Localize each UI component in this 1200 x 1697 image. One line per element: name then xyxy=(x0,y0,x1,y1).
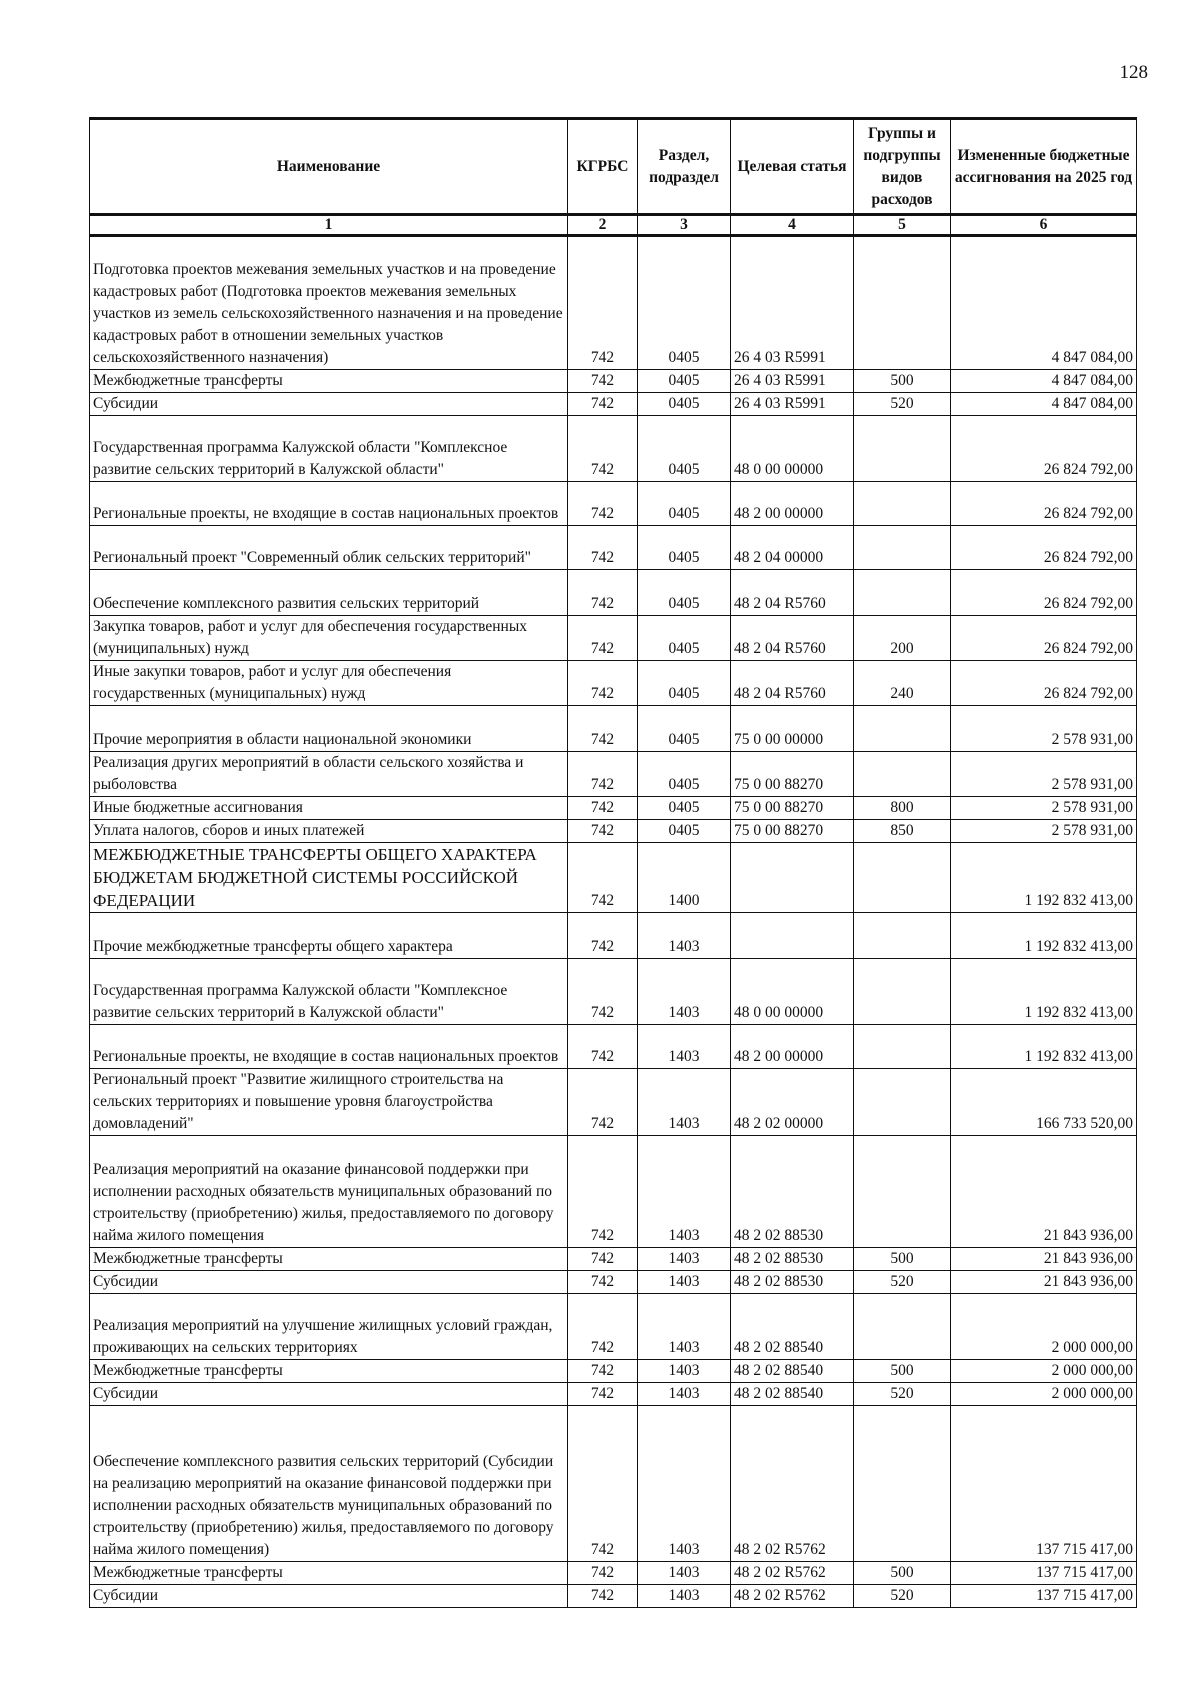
table-row xyxy=(90,1383,1137,1406)
row-section: 0405 xyxy=(638,570,731,616)
row-target: 48 2 02 88540 xyxy=(731,1383,854,1406)
row-section: 1403 xyxy=(638,1360,731,1383)
row-group: 520 xyxy=(854,1383,951,1406)
header-amount: Измененные бюджетные ассигнования на 2025 год xyxy=(951,119,1137,215)
row-group xyxy=(854,236,951,370)
column-number: 3 xyxy=(638,215,731,236)
row-group: 520 xyxy=(854,1271,951,1294)
header-target: Целевая статья xyxy=(731,119,854,215)
row-section: 1403 xyxy=(638,959,731,1025)
table-row xyxy=(90,482,1137,526)
row-amount: 1 192 832 413,00 xyxy=(951,843,1137,913)
row-target: 48 0 00 00000 xyxy=(731,959,854,1025)
column-number: 2 xyxy=(568,215,638,236)
row-kgrbs: 742 xyxy=(568,482,638,526)
row-target: 26 4 03 R5991 xyxy=(731,236,854,370)
row-section: 0405 xyxy=(638,482,731,526)
row-section: 1403 xyxy=(638,1271,731,1294)
column-number: 6 xyxy=(951,215,1137,236)
row-target: 48 2 02 R5762 xyxy=(731,1585,854,1608)
row-name: Государственная программа Калужской области "Комплексное развитие сельских территорий в Калужской области" xyxy=(90,416,568,482)
row-target: 48 2 02 88530 xyxy=(731,1271,854,1294)
row-name: Межбюджетные трансферты xyxy=(90,1360,568,1383)
row-amount: 21 843 936,00 xyxy=(951,1248,1137,1271)
row-name: Субсидии xyxy=(90,1585,568,1608)
column-number: 1 xyxy=(90,215,568,236)
row-kgrbs: 742 xyxy=(568,913,638,959)
row-section: 1403 xyxy=(638,1383,731,1406)
row-target: 26 4 03 R5991 xyxy=(731,393,854,416)
table-row xyxy=(90,526,1137,570)
row-name: Региональные проекты, не входящие в состав национальных проектов xyxy=(90,1025,568,1069)
row-target: 48 2 02 R5762 xyxy=(731,1406,854,1562)
row-group: 520 xyxy=(854,1585,951,1608)
row-group: 800 xyxy=(854,797,951,820)
row-section: 0405 xyxy=(638,820,731,843)
row-kgrbs: 742 xyxy=(568,1025,638,1069)
table-row xyxy=(90,1562,1137,1585)
row-kgrbs: 742 xyxy=(568,393,638,416)
row-section: 0405 xyxy=(638,393,731,416)
row-section: 1403 xyxy=(638,1294,731,1360)
row-name: Иные закупки товаров, работ и услуг для обеспечения государственных (муниципальных) нужд xyxy=(90,661,568,706)
row-kgrbs: 742 xyxy=(568,959,638,1025)
row-target: 48 2 02 88540 xyxy=(731,1294,854,1360)
row-name: Реализация других мероприятий в области сельского хозяйства и рыболовства xyxy=(90,752,568,797)
row-section: 0405 xyxy=(638,616,731,661)
row-name: Реализация мероприятий на оказание финансовой поддержки при исполнении расходных обязательств муниципальных образований по строительству (приобретению) жилья, предоставляемого по договору найма жилого помещения xyxy=(90,1136,568,1248)
row-target: 75 0 00 00000 xyxy=(731,706,854,752)
row-amount: 1 192 832 413,00 xyxy=(951,959,1137,1025)
row-group: 850 xyxy=(854,820,951,843)
row-group xyxy=(854,570,951,616)
row-amount: 2 578 931,00 xyxy=(951,820,1137,843)
table-row xyxy=(90,370,1137,393)
table-row xyxy=(90,1406,1137,1562)
row-name: Межбюджетные трансферты xyxy=(90,370,568,393)
table-row xyxy=(90,661,1137,706)
row-target: 48 0 00 00000 xyxy=(731,416,854,482)
row-kgrbs: 742 xyxy=(568,616,638,661)
row-amount: 2 578 931,00 xyxy=(951,706,1137,752)
row-target xyxy=(731,913,854,959)
row-kgrbs: 742 xyxy=(568,1271,638,1294)
row-amount: 26 824 792,00 xyxy=(951,526,1137,570)
row-section: 1403 xyxy=(638,1406,731,1562)
table-row xyxy=(90,570,1137,616)
row-section: 0405 xyxy=(638,752,731,797)
row-kgrbs: 742 xyxy=(568,1069,638,1136)
row-target: 48 2 02 R5762 xyxy=(731,1562,854,1585)
row-name: Обеспечение комплексного развития сельских территорий xyxy=(90,570,568,616)
row-target: 48 2 02 88530 xyxy=(731,1248,854,1271)
row-amount: 2 000 000,00 xyxy=(951,1360,1137,1383)
row-name: Субсидии xyxy=(90,393,568,416)
row-name: МЕЖБЮДЖЕТНЫЕ ТРАНСФЕРТЫ ОБЩЕГО ХАРАКТЕРА БЮДЖЕТАМ БЮДЖЕТНОЙ СИСТЕМЫ РОССИЙСКОЙ ФЕДЕРАЦИИ xyxy=(90,843,568,913)
row-target: 75 0 00 88270 xyxy=(731,820,854,843)
row-section: 0405 xyxy=(638,706,731,752)
row-amount: 2 578 931,00 xyxy=(951,797,1137,820)
table-row xyxy=(90,1248,1137,1271)
row-group xyxy=(854,1069,951,1136)
table-row xyxy=(90,843,1137,913)
table-row xyxy=(90,1069,1137,1136)
row-kgrbs: 742 xyxy=(568,1383,638,1406)
row-section: 1403 xyxy=(638,1025,731,1069)
row-amount: 26 824 792,00 xyxy=(951,482,1137,526)
row-kgrbs: 742 xyxy=(568,370,638,393)
row-group: 500 xyxy=(854,1360,951,1383)
row-amount: 21 843 936,00 xyxy=(951,1136,1137,1248)
row-amount: 2 578 931,00 xyxy=(951,752,1137,797)
row-name: Субсидии xyxy=(90,1271,568,1294)
row-target: 48 2 04 R5760 xyxy=(731,661,854,706)
header-name: Наименование xyxy=(90,119,568,215)
row-target: 48 2 00 00000 xyxy=(731,482,854,526)
row-group: 200 xyxy=(854,616,951,661)
row-amount: 1 192 832 413,00 xyxy=(951,913,1137,959)
row-name: Субсидии xyxy=(90,1383,568,1406)
table-row xyxy=(90,797,1137,820)
table-row xyxy=(90,616,1137,661)
header-group: Группы и подгруппы видов расходов xyxy=(854,119,951,215)
row-group: 240 xyxy=(854,661,951,706)
row-group xyxy=(854,416,951,482)
row-amount: 26 824 792,00 xyxy=(951,416,1137,482)
row-target: 48 2 04 R5760 xyxy=(731,616,854,661)
row-group xyxy=(854,843,951,913)
row-target: 75 0 00 88270 xyxy=(731,752,854,797)
table-row xyxy=(90,416,1137,482)
row-group xyxy=(854,1025,951,1069)
row-target: 75 0 00 88270 xyxy=(731,797,854,820)
row-kgrbs: 742 xyxy=(568,1136,638,1248)
row-target: 48 2 02 88540 xyxy=(731,1360,854,1383)
row-amount: 4 847 084,00 xyxy=(951,393,1137,416)
row-group xyxy=(854,482,951,526)
row-name: Закупка товаров, работ и услуг для обеспечения государственных (муниципальных) нужд xyxy=(90,616,568,661)
row-group: 500 xyxy=(854,370,951,393)
table-row xyxy=(90,1585,1137,1608)
table-row xyxy=(90,1025,1137,1069)
table-row xyxy=(90,820,1137,843)
table-row xyxy=(90,1136,1137,1248)
row-section: 1403 xyxy=(638,1248,731,1271)
table-row xyxy=(90,393,1137,416)
row-target: 48 2 04 R5760 xyxy=(731,570,854,616)
row-section: 1403 xyxy=(638,1562,731,1585)
column-number: 5 xyxy=(854,215,951,236)
row-section: 1403 xyxy=(638,1585,731,1608)
row-group xyxy=(854,1406,951,1562)
row-kgrbs: 742 xyxy=(568,1406,638,1562)
row-name: Уплата налогов, сборов и иных платежей xyxy=(90,820,568,843)
row-amount: 26 824 792,00 xyxy=(951,616,1137,661)
row-target: 26 4 03 R5991 xyxy=(731,370,854,393)
row-kgrbs: 742 xyxy=(568,752,638,797)
table-row xyxy=(90,752,1137,797)
row-kgrbs: 742 xyxy=(568,526,638,570)
row-group xyxy=(854,526,951,570)
row-name: Региональный проект "Развитие жилищного строительства на сельских территориях и повышение уровня благоустройства домовладений" xyxy=(90,1069,568,1136)
row-amount: 137 715 417,00 xyxy=(951,1585,1137,1608)
row-name: Региональные проекты, не входящие в состав национальных проектов xyxy=(90,482,568,526)
row-name: Прочие межбюджетные трансферты общего характера xyxy=(90,913,568,959)
column-number: 4 xyxy=(731,215,854,236)
row-amount: 26 824 792,00 xyxy=(951,661,1137,706)
row-name: Подготовка проектов межевания земельных участков и на проведение кадастровых работ (Подготовка проектов межевания земельных участков из земель сельскохозяйственного назначения и на проведение кадастровых работ в отношении земельных участков сельскохозяйственного назначения) xyxy=(90,236,568,370)
row-target: 48 2 04 00000 xyxy=(731,526,854,570)
row-kgrbs: 742 xyxy=(568,416,638,482)
row-section: 0405 xyxy=(638,236,731,370)
row-kgrbs: 742 xyxy=(568,797,638,820)
row-kgrbs: 742 xyxy=(568,1360,638,1383)
table-row xyxy=(90,1271,1137,1294)
row-target: 48 2 02 00000 xyxy=(731,1069,854,1136)
row-section: 0405 xyxy=(638,370,731,393)
header-kgrbs: КГРБС xyxy=(568,119,638,215)
row-group xyxy=(854,1294,951,1360)
row-kgrbs: 742 xyxy=(568,1585,638,1608)
row-amount: 137 715 417,00 xyxy=(951,1406,1137,1562)
row-kgrbs: 742 xyxy=(568,1294,638,1360)
page-number: 128 xyxy=(1119,62,1148,83)
row-section: 1403 xyxy=(638,1069,731,1136)
row-amount: 4 847 084,00 xyxy=(951,236,1137,370)
row-group xyxy=(854,1136,951,1248)
row-group: 520 xyxy=(854,393,951,416)
row-kgrbs: 742 xyxy=(568,661,638,706)
row-section: 0405 xyxy=(638,526,731,570)
row-name: Реализация мероприятий на улучшение жилищных условий граждан, проживающих на сельских территориях xyxy=(90,1294,568,1360)
row-amount: 2 000 000,00 xyxy=(951,1294,1137,1360)
row-group xyxy=(854,752,951,797)
row-section: 0405 xyxy=(638,661,731,706)
table-row xyxy=(90,1360,1137,1383)
row-amount: 26 824 792,00 xyxy=(951,570,1137,616)
row-name: Обеспечение комплексного развития сельских территорий (Субсидии на реализацию мероприятий на оказание финансовой поддержки при исполнении расходных обязательств муниципальных образований по строительству (приобретению) жилья, предоставляемого по договору найма жилого помещения) xyxy=(90,1406,568,1562)
table-row xyxy=(90,1294,1137,1360)
row-name: Государственная программа Калужской области "Комплексное развитие сельских территорий в Калужской области" xyxy=(90,959,568,1025)
budget-table xyxy=(89,117,1137,1608)
row-target xyxy=(731,843,854,913)
row-group xyxy=(854,913,951,959)
row-amount: 166 733 520,00 xyxy=(951,1069,1137,1136)
table-row xyxy=(90,913,1137,959)
row-section: 1403 xyxy=(638,1136,731,1248)
table-row xyxy=(90,236,1137,370)
row-name: Прочие мероприятия в области национальной экономики xyxy=(90,706,568,752)
table-row xyxy=(90,706,1137,752)
row-section: 0405 xyxy=(638,797,731,820)
row-name: Межбюджетные трансферты xyxy=(90,1248,568,1271)
row-amount: 21 843 936,00 xyxy=(951,1271,1137,1294)
row-kgrbs: 742 xyxy=(568,843,638,913)
row-group xyxy=(854,959,951,1025)
row-group: 500 xyxy=(854,1248,951,1271)
header-section: Раздел, подраздел xyxy=(638,119,731,215)
row-section: 1400 xyxy=(638,843,731,913)
row-name: Межбюджетные трансферты xyxy=(90,1562,568,1585)
table-row xyxy=(90,959,1137,1025)
row-group xyxy=(854,706,951,752)
row-target: 48 2 00 00000 xyxy=(731,1025,854,1069)
row-kgrbs: 742 xyxy=(568,570,638,616)
row-amount: 137 715 417,00 xyxy=(951,1562,1137,1585)
row-amount: 4 847 084,00 xyxy=(951,370,1137,393)
row-amount: 1 192 832 413,00 xyxy=(951,1025,1137,1069)
row-group: 500 xyxy=(854,1562,951,1585)
row-kgrbs: 742 xyxy=(568,820,638,843)
row-section: 0405 xyxy=(638,416,731,482)
row-name: Региональный проект "Современный облик сельских территорий" xyxy=(90,526,568,570)
row-kgrbs: 742 xyxy=(568,706,638,752)
row-kgrbs: 742 xyxy=(568,1562,638,1585)
row-section: 1403 xyxy=(638,913,731,959)
row-kgrbs: 742 xyxy=(568,1248,638,1271)
row-kgrbs: 742 xyxy=(568,236,638,370)
row-name: Иные бюджетные ассигнования xyxy=(90,797,568,820)
row-target: 48 2 02 88530 xyxy=(731,1136,854,1248)
row-amount: 2 000 000,00 xyxy=(951,1383,1137,1406)
